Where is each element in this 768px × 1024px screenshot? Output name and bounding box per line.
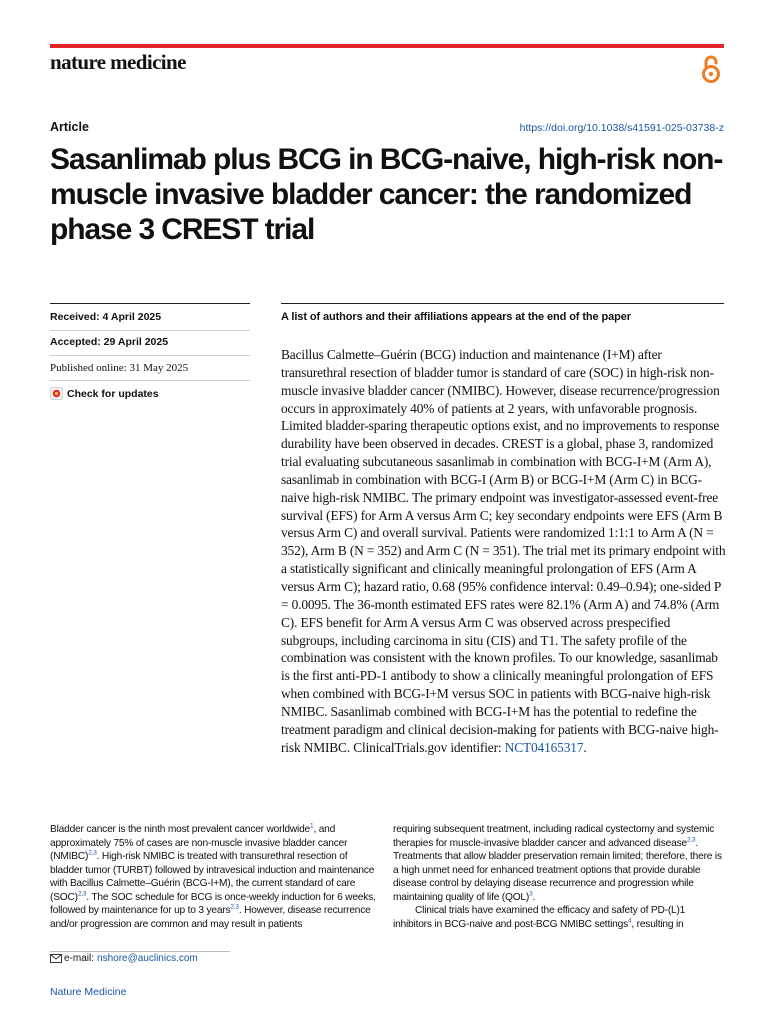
- footnote-divider: [50, 951, 230, 952]
- meta-separator: [50, 380, 250, 381]
- envelope-icon: [50, 954, 62, 963]
- reference-link[interactable]: 3: [529, 890, 533, 898]
- reference-link[interactable]: 2,3: [88, 849, 97, 857]
- abstract: [281, 346, 727, 756]
- body-text: Bladder cancer is the ninth most prevalent cancer worldwide: [50, 824, 311, 835]
- body-text: . Treatments that allow bladder preservation remain limited; therefore, there is a high unmet need for enhanced treatment options that provide durable disease control by delaying disease recurrence and progression while maintaining quality of life (QOL): [393, 837, 722, 903]
- body-text: . The SOC schedule for BCG is once-weekly induction for 6 weeks, followed by maintenance for up to 3 years: [50, 891, 376, 917]
- body-text: , resulting in: [631, 918, 684, 930]
- accepted-date: Accepted: 29 April 2025: [50, 336, 169, 348]
- check-updates-label: Check for updates: [67, 387, 159, 400]
- body-text: requiring subsequent treatment, including radical cystectomy and systemic therapies for muscle-invasive bladder cancer and advanced disease: [393, 824, 715, 849]
- published-date: Published online: 31 May 2025: [50, 362, 189, 374]
- clinical-trial-link[interactable]: NCT04165317: [504, 739, 584, 755]
- authors-note: A list of authors and their affiliations appears at the end of the paper: [281, 311, 631, 323]
- abstract-text: Bacillus Calmette–Guérin (BCG) induction and maintenance (I+M) after transurethral resection of bladder tumor is standard of care (SOC) in high-risk non-muscle invasive bladder cancer (NMIBC). However, disease recurrence/progression occurs in approximately 40% of patients at 2 years, with unfavorable prognosis. Limited bladder-sparing therapeutic options exist, and no improvements to response durability have been observed in decades. CREST is a global, phase 3, randomized trial evaluating subcutaneous sasanlimab in combination with BCG-I+M (Arm A), sasanlimab in combination with BCG-I (Arm B) or BCG-I+M (Arm C) in BCG-naive high-risk NMIBC. The primary endpoint was investigator-assessed event-free survival (EFS) for Arm A versus Arm C; key secondary endpoints were EFS (Arm B versus Arm C) and overall survival. Patients were randomized 1:1:1 to Arm A (N = 352), Arm B (N = 352) and Arm C (N = 351). The trial met its primary endpoint with a statistically significant and clinically meaningful prolongation of EFS (Arm A versus Arm C); hazard ratio, 0.68 (95% confidence interval: 0.49–0.94); one-sided P = 0.0095. The 36-month estimated EFS rates were 82.1% (Arm A) and 74.8% (Arm C). EFS benefit for Arm A versus Arm C was observed across prespecified subgroups, including carcinoma in situ (CIS) and T1. The safety profile of the combination was consistent with the known profiles. To our knowledge, sasanlimab is the first anti-PD-1 antibody to show a clinically meaningful prolongation of EFS when combined with BCG-I+M versus SOC in patients with BCG-naive high-risk NMIBC. Sasanlimab combined with BCG-I+M has the potential to redefine the treatment paradigm and clinical decision-making for patients with BCG-naive high-risk NMIBC. ClinicalTrials.gov identifier:: [281, 347, 726, 755]
- body-text: , and approximately 75% of cases are non-muscle invasive bladder cancer (NMIBC): [50, 824, 348, 863]
- email-link[interactable]: nshore@auclinics.com: [97, 953, 198, 964]
- journal-name: nature medicine: [50, 50, 186, 74]
- received-date: Received: 4 April 2025: [50, 311, 162, 323]
- article-type-label: Article: [50, 120, 89, 134]
- reference-link[interactable]: 2,3: [686, 836, 696, 844]
- meta-separator: [50, 355, 250, 356]
- reference-link[interactable]: 1: [310, 822, 314, 830]
- meta-separator: [50, 330, 250, 331]
- footer-journal-name: Nature Medicine: [50, 986, 127, 998]
- open-access-icon: [700, 54, 722, 84]
- reference-link[interactable]: 4: [627, 917, 632, 925]
- header-accent-bar: [50, 44, 724, 48]
- corresponding-email: [50, 953, 198, 964]
- article-title: Sasanlimab plus BCG in BCG-naive, high-risk non-muscle invasive bladder cancer: the randomized phase 3 CREST trial: [50, 143, 723, 246]
- reference-link[interactable]: 2,3: [230, 903, 239, 911]
- body-column-left: [50, 823, 382, 931]
- reference-link[interactable]: 2,3: [77, 890, 87, 898]
- doi-link[interactable]: https://doi.org/10.1038/s41591-025-03738-z: [519, 122, 724, 134]
- abstract-end: .: [583, 739, 587, 755]
- check-updates-icon: [50, 387, 63, 400]
- body-text: . High-risk NMIBC is treated with transurethral resection of bladder tumor (TURBT) followed by intravesical induction and maintenance with Bacillus Calmette–Guérin (BCG-I+M), the current standard of care (SOC): [50, 851, 375, 903]
- meta-divider: [50, 303, 250, 304]
- check-updates-button[interactable]: [50, 387, 159, 400]
- body-text: Clinical trials have examined the efficacy and safety of PD-(L)1 inhibitors in BCG-naive and post-BCG NMIBC settings: [393, 905, 686, 930]
- body-text: .: [532, 891, 536, 903]
- abstract-divider: [281, 303, 724, 304]
- body-text: . However, disease recurrence and/or progression are common and may result in patients: [50, 905, 371, 930]
- email-label: e-mail:: [64, 953, 95, 964]
- body-column-right: [393, 823, 725, 931]
